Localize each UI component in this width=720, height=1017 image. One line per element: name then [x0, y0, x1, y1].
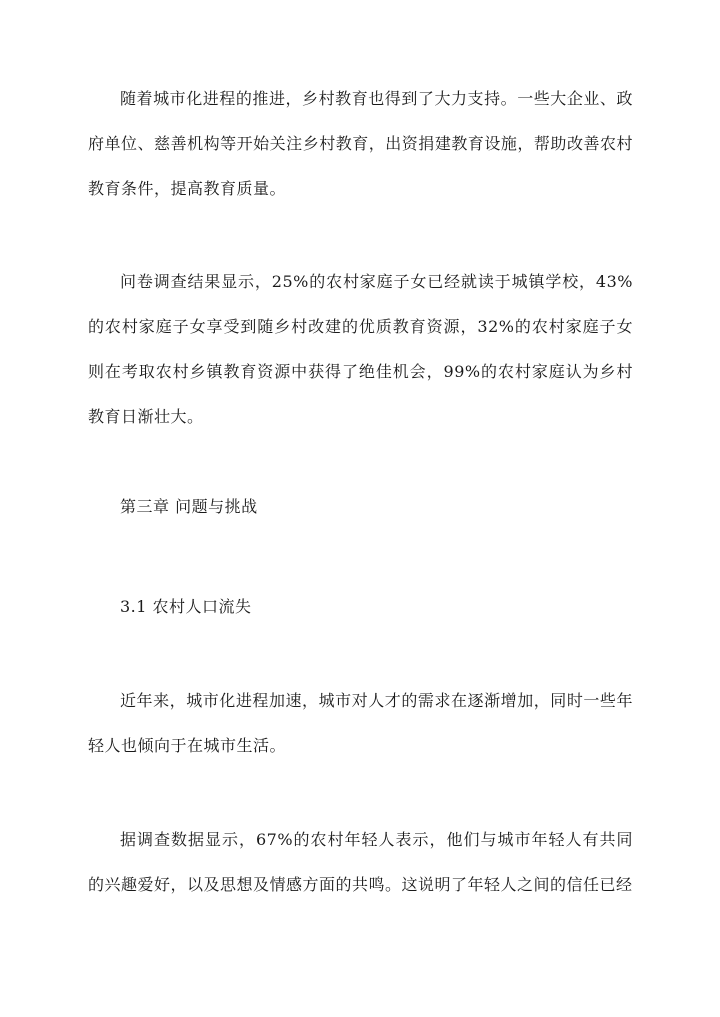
paragraph-rural-education-support: 随着城市化进程的推进，乡村教育也得到了大力支持。一些大企业、政府单位、慈善机构等开始关注乡村教育，出资捐建教育设施，帮助改善农村教育条件，提高教育质量。 — [88, 89, 633, 198]
paragraph-survey-results: 问卷调查结果显示，25%的农村家庭子女已经就读于城镇学校，43%的农村家庭子女享受到随乡村改建的优质教育资源，32%的农村家庭子女则在考取农村乡镇教育资源中获得了绝佳机会，99%的农村家庭认为乡村教育日渐壮大。 — [88, 272, 633, 426]
paragraph-youth-survey: 据调查数据显示，67%的农村年轻人表示，他们与城市年轻人有共同的兴趣爱好，以及思想及情感方面的共鸣。这说明了年轻人之间的信任已经 — [88, 830, 633, 894]
paragraph-urbanization: 近年来，城市化进程加速，城市对人才的需求在逐渐增加，同时一些年轻人也倾向于在城市生活。 — [88, 691, 633, 755]
chapter-heading: 第三章 问题与挑战 — [120, 497, 258, 516]
section-heading: 3.1 农村人口流失 — [120, 597, 252, 616]
